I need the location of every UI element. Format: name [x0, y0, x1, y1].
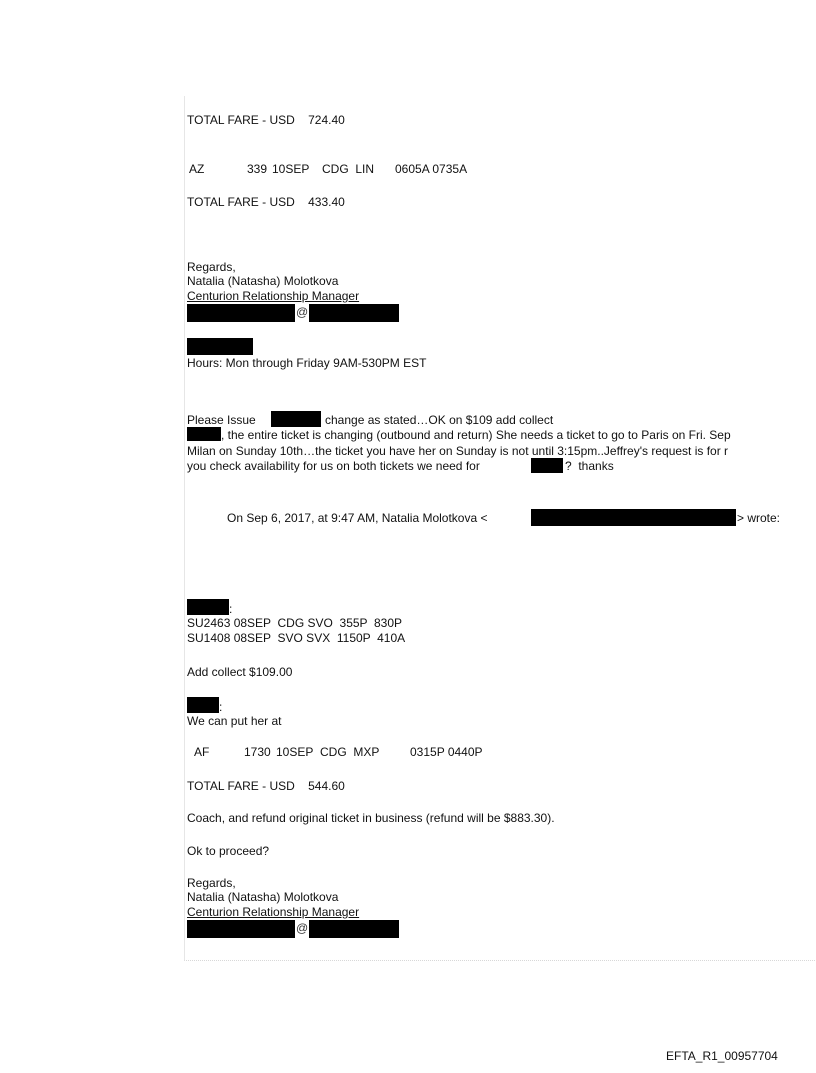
- signature-title: Centurion Relationship Manager: [187, 289, 360, 303]
- reply-line-1b: change as stated…OK on $109 add collect: [325, 413, 554, 427]
- colon: :: [229, 602, 233, 616]
- af-times: 0315P 0440P: [410, 745, 483, 759]
- redaction-box: [187, 697, 219, 713]
- reply-line-4b: ? thanks: [565, 459, 614, 473]
- redaction-box: [531, 458, 563, 473]
- redaction-box: [309, 920, 399, 938]
- signature-regards: Regards,: [187, 876, 236, 890]
- quote-header-suffix: > wrote:: [737, 511, 781, 525]
- colon: :: [219, 700, 223, 714]
- af-number: 1730: [244, 745, 271, 759]
- document-frame: [184, 96, 816, 961]
- quote-header-prefix: On Sep 6, 2017, at 9:47 AM, Natalia Molotkova <: [227, 511, 488, 525]
- flight-route: CDG LIN: [322, 162, 375, 176]
- total-fare-line-2: TOTAL FARE - USD 433.40: [187, 195, 345, 209]
- redaction-box: [271, 411, 321, 427]
- flight-carrier: AZ: [189, 162, 205, 176]
- document-id: EFTA_R1_00957704: [666, 1049, 778, 1063]
- email-at-sign: @: [296, 305, 309, 319]
- flight-date: 10SEP: [272, 162, 310, 176]
- redaction-box: [187, 427, 221, 441]
- reply-line-4a: you check availability for us on both tickets we need for: [187, 459, 480, 473]
- add-collect: Add collect $109.00: [187, 665, 293, 679]
- redaction-box: [309, 304, 399, 322]
- redaction-box: [531, 509, 736, 526]
- af-date: 10SEP: [276, 745, 314, 759]
- ok-to-proceed: Ok to proceed?: [187, 844, 270, 858]
- flight-times: 0605A 0735A: [395, 162, 468, 176]
- redaction-box: [187, 599, 229, 615]
- af-carrier: AF: [194, 745, 210, 759]
- redaction-box: [187, 920, 295, 938]
- reply-line-1a: Please Issue: [187, 413, 256, 427]
- redaction-box: [187, 338, 253, 355]
- office-hours: Hours: Mon through Friday 9AM-530PM EST: [187, 356, 427, 370]
- reply-line-3: Milan on Sunday 10th…the ticket you have her on Sunday is not until 3:15pm..Jeffrey's request is for r: [187, 444, 729, 458]
- reply-line-2: , the entire ticket is changing (outbound and return) She needs a ticket to go to Paris on Fri. Sep: [221, 428, 731, 442]
- signature-regards: Regards,: [187, 260, 236, 274]
- flight-line-2: SU1408 08SEP SVO SVX 1150P 410A: [187, 631, 406, 645]
- signature-name: Natalia (Natasha) Molotkova: [187, 890, 339, 904]
- flight-number: 339: [247, 162, 268, 176]
- flight-line-1: SU2463 08SEP CDG SVO 355P 830P: [187, 616, 403, 630]
- total-fare-line-3: TOTAL FARE - USD 544.60: [187, 779, 345, 793]
- af-route: CDG MXP: [320, 745, 380, 759]
- signature-title: Centurion Relationship Manager: [187, 905, 360, 919]
- redaction-box: [187, 304, 295, 322]
- email-at-sign: @: [296, 921, 309, 935]
- signature-name: Natalia (Natasha) Molotkova: [187, 274, 339, 288]
- total-fare-line: TOTAL FARE - USD 724.40: [187, 113, 345, 127]
- coach-line: Coach, and refund original ticket in business (refund will be $883.30).: [187, 811, 555, 825]
- we-can-line: We can put her at: [187, 714, 282, 728]
